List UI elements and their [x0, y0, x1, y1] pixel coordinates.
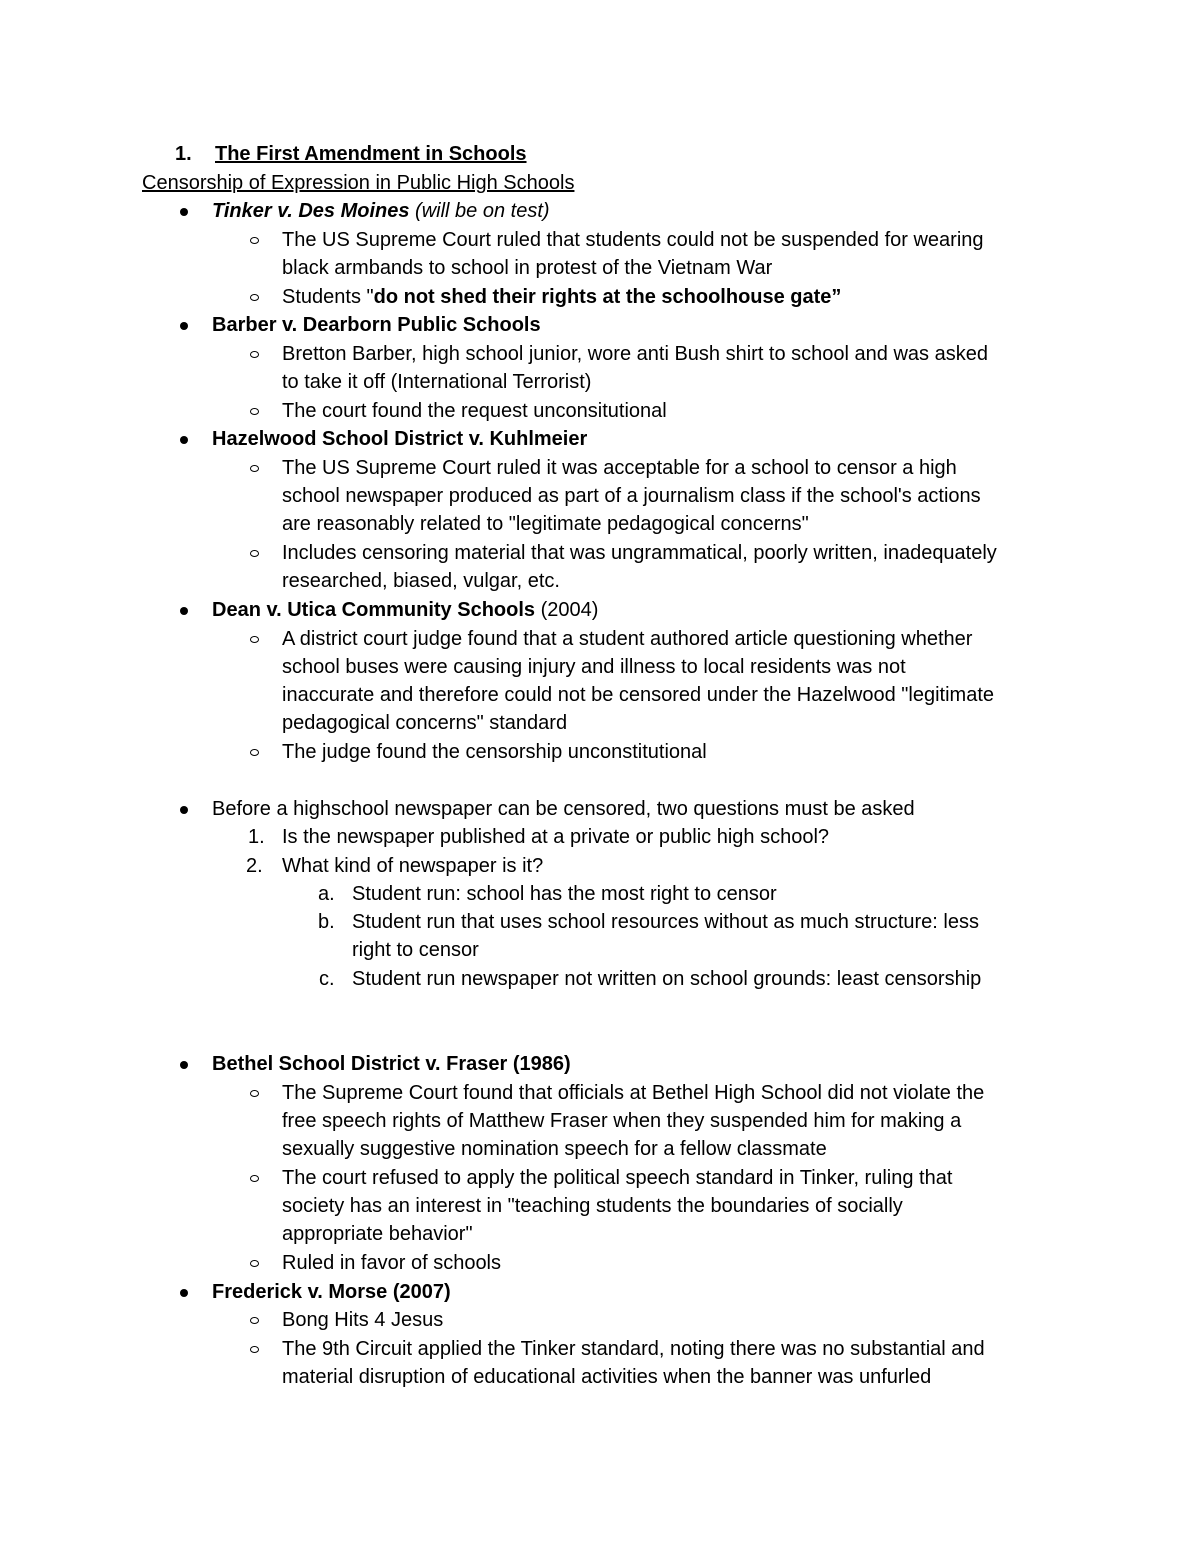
question-number: 1. — [248, 826, 265, 848]
bullet-circle-icon — [250, 749, 259, 756]
case-barber-title: Barber v. Dearborn Public Schools — [212, 314, 541, 336]
question-text: What kind of newspaper is it? — [282, 855, 544, 877]
bullet-dot-icon — [180, 607, 188, 615]
bullet-dot-icon — [180, 208, 188, 216]
case-point-line: school newspaper produced as part of a journalism class if the school's actions — [282, 485, 981, 507]
case-point-line: free speech rights of Matthew Fraser when they suspended him for making a — [282, 1110, 962, 1132]
case-dean-title — [212, 596, 598, 625]
case-point-line: The judge found the censorship unconstitutional — [282, 741, 707, 763]
sub-question-text: Student run that uses school resources without as much structure: less — [352, 911, 979, 933]
case-point-line: The court refused to apply the political speech standard in Tinker, ruling that — [282, 1167, 953, 1189]
sub-question-text: Student run: school has the most right to censor — [352, 883, 777, 905]
sub-question-text: Student run newspaper not written on school grounds: least censorship — [352, 968, 982, 990]
bullet-dot-icon — [180, 806, 188, 814]
case-point-line: The US Supreme Court ruled that students could not be suspended for wearing — [282, 229, 984, 251]
case-point-line: The court found the request unconsitutional — [282, 400, 667, 422]
case-point-line: school buses were causing injury and illness to local residents was not — [282, 656, 906, 678]
bullet-dot-icon — [180, 1061, 188, 1069]
case-point-line: are reasonably related to "legitimate pedagogical concerns" — [282, 513, 809, 535]
case-hazelwood-title: Hazelwood School District v. Kuhlmeier — [212, 428, 588, 450]
case-quote-line — [282, 283, 841, 312]
case-point-line: sexually suggestive nomination speech for a fellow classmate — [282, 1138, 827, 1160]
case-point-line: Bong Hits 4 Jesus — [282, 1309, 444, 1331]
bullet-circle-icon — [250, 1260, 259, 1267]
case-note: (will be on test) — [409, 200, 550, 222]
case-point-line: society has an interest in "teaching students the boundaries of socially — [282, 1195, 903, 1217]
case-name: Tinker v. Des Moines — [212, 200, 410, 222]
case-point-line: researched, biased, vulgar, etc. — [282, 570, 560, 592]
questions-intro: Before a highschool newspaper can be censored, two questions must be asked — [212, 798, 915, 820]
case-point-line: material disruption of educational activities when the banner was unfurled — [282, 1366, 932, 1388]
bullet-circle-icon — [250, 351, 259, 358]
bullet-circle-icon — [250, 237, 259, 244]
bullet-circle-icon — [250, 636, 259, 643]
bullet-circle-icon — [250, 294, 259, 301]
bullet-dot-icon — [180, 1289, 188, 1297]
bullet-circle-icon — [250, 550, 259, 557]
case-point-line: The 9th Circuit applied the Tinker standard, noting there was no substantial and — [282, 1338, 985, 1360]
case-point-line: Bretton Barber, high school junior, wore anti Bush shirt to school and was asked — [282, 343, 988, 365]
bullet-circle-icon — [250, 1317, 259, 1324]
bullet-circle-icon — [250, 465, 259, 472]
case-name: Dean v. Utica Community Schools — [212, 599, 536, 621]
case-point-line: inaccurate and therefore could not be censored under the Hazelwood "legitimate — [282, 684, 994, 706]
case-point-line: A district court judge found that a student authored article questioning whether — [282, 628, 973, 650]
quote-text: do not shed their rights at the schoolhouse gate” — [373, 286, 842, 308]
quote-prefix: Students " — [282, 286, 374, 308]
case-tinker-title — [212, 197, 550, 226]
bullet-circle-icon — [250, 1346, 259, 1353]
case-point-line: Includes censoring material that was ungrammatical, poorly written, inadequately — [282, 542, 997, 564]
case-year: (2004) — [535, 599, 599, 621]
case-point-line: pedagogical concerns" standard — [282, 712, 568, 734]
question-text: Is the newspaper published at a private or public high school? — [282, 826, 830, 848]
bullet-dot-icon — [180, 436, 188, 444]
bullet-circle-icon — [250, 1090, 259, 1097]
case-point-line: The US Supreme Court ruled it was acceptable for a school to censor a high — [282, 457, 957, 479]
case-point-line: black armbands to school in protest of the Vietnam War — [282, 257, 773, 279]
bullet-circle-icon — [250, 408, 259, 415]
sub-question-text: right to censor — [352, 939, 479, 961]
bullet-dot-icon — [180, 322, 188, 330]
section-heading — [175, 140, 527, 169]
sub-question-letter: a. — [318, 883, 335, 905]
case-point-line: Ruled in favor of schools — [282, 1252, 502, 1274]
case-frederick-title: Frederick v. Morse (2007) — [212, 1281, 451, 1303]
section-subtitle: Censorship of Expression in Public High Schools — [142, 172, 575, 194]
case-point-line: The Supreme Court found that officials at Bethel High School did not violate the — [282, 1082, 985, 1104]
question-number: 2. — [246, 855, 263, 877]
case-point-line: appropriate behavior" — [282, 1223, 473, 1245]
section-title: The First Amendment in Schools — [215, 143, 527, 165]
sub-question-letter: b. — [318, 911, 335, 933]
bullet-circle-icon — [250, 1175, 259, 1182]
section-number: 1. — [175, 143, 192, 165]
case-point-line: to take it off (International Terrorist) — [282, 371, 592, 393]
case-bethel-title: Bethel School District v. Fraser (1986) — [212, 1053, 571, 1075]
sub-question-letter: c. — [319, 968, 335, 990]
